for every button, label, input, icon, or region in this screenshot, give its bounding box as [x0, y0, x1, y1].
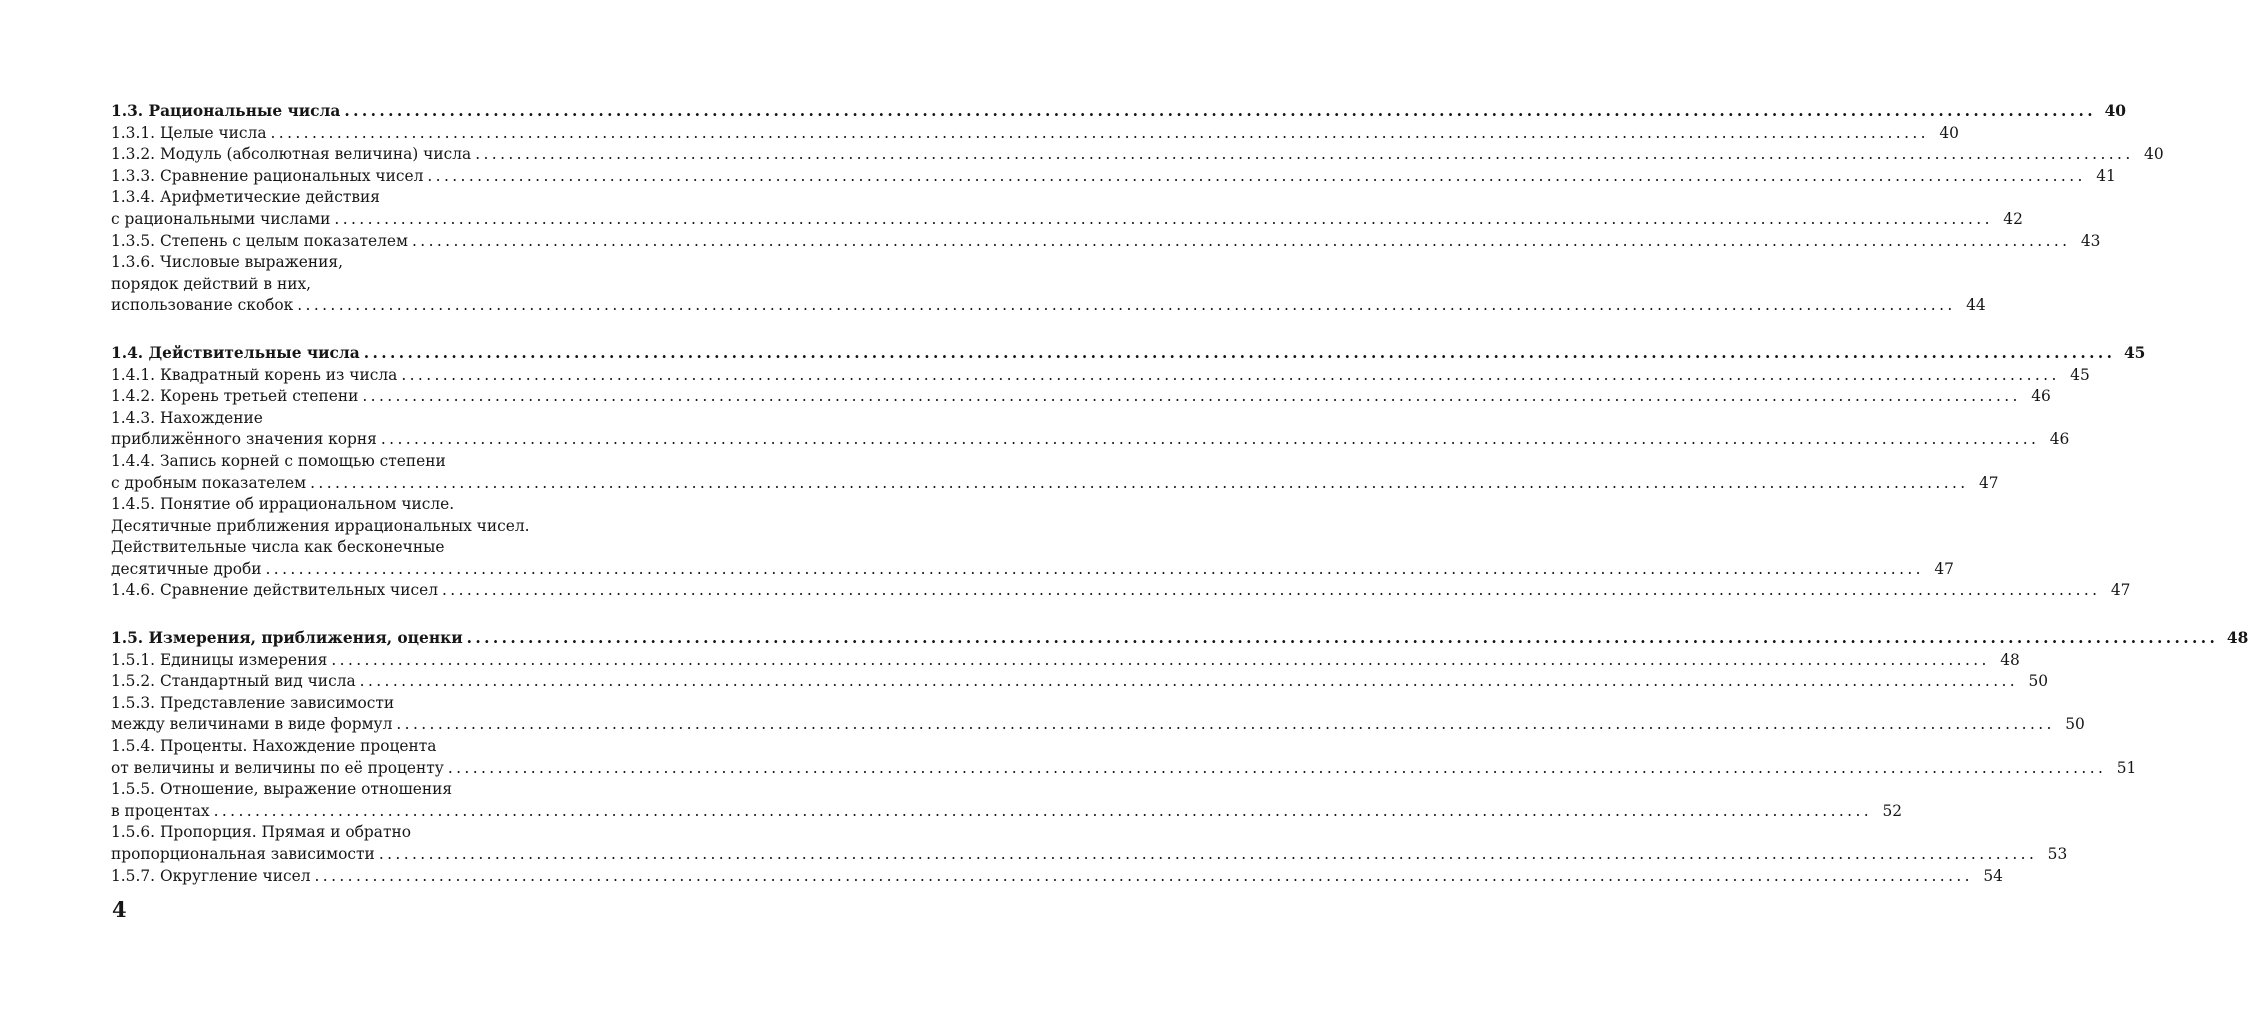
page-ref: 47	[1934, 559, 1954, 578]
toc-entry-line	[111, 844, 2068, 866]
toc-entry-line	[111, 494, 584, 516]
entry-text: от величины и величины по её проценту	[111, 758, 444, 777]
toc-entry-line	[111, 580, 2131, 602]
page-ref: 45	[2070, 365, 2090, 384]
dot-leader: ........................................................................................................................................................................................................	[363, 343, 2116, 362]
page-ref: 40	[1939, 123, 1959, 142]
section-heading-title: 1.5. Измерения, приближения, оценки	[111, 629, 463, 648]
dot-leader: ........................................................................................................................................................................................................	[475, 145, 2134, 164]
toc-entry-line	[111, 386, 2051, 408]
page-ref: 48	[2000, 650, 2020, 669]
section-heading	[111, 628, 2248, 650]
dot-leader: ........................................................................................................................................................................................................	[331, 650, 1990, 669]
page-ref: 50	[2028, 672, 2049, 691]
entry-text: порядок действий в них,	[111, 274, 312, 293]
entry-text: 1.4.4. Запись корней с помощью степени	[111, 451, 446, 470]
toc-entry-line	[111, 429, 2070, 451]
toc-section	[111, 628, 2248, 887]
entry-text: 1.5.4. Проценты. Нахождение процента	[111, 737, 437, 756]
dot-leader: ........................................................................................................................................................................................................	[344, 102, 2096, 120]
toc-entry-line	[111, 295, 1986, 317]
entry-text: приближённого значения корня	[111, 430, 377, 449]
entry-text: 1.5.7. Округление чисел	[111, 866, 311, 885]
toc-section	[111, 101, 2164, 317]
dot-leader: ........................................................................................................................................................................................................	[466, 629, 2219, 648]
toc-entry-line	[111, 252, 584, 274]
dot-leader: ........................................................................................................................................................................................................	[362, 387, 2021, 406]
entry-text: в процентах	[111, 801, 210, 820]
page-ref: 48	[2226, 629, 2248, 648]
entry-text: между величинами в виде формул	[111, 715, 393, 734]
entry-text: использование скобок	[111, 296, 294, 315]
entry-text: Действительные числа как бесконечные	[111, 538, 445, 557]
page-ref: 45	[2123, 343, 2146, 362]
toc-entry-line	[111, 537, 584, 559]
dot-leader: ........................................................................................................................................................................................................	[297, 296, 1956, 315]
page-ref: 42	[2003, 209, 2023, 228]
toc-entry-line	[111, 736, 584, 758]
page-ref: 46	[2049, 430, 2070, 449]
entry-text: 1.4.2. Корень третьей степени	[111, 387, 359, 406]
toc-section	[111, 343, 2146, 602]
entry-text: 1.3.4. Арифметические действия	[111, 188, 380, 207]
page-ref: 47	[2110, 581, 2131, 600]
toc-entry-line	[111, 822, 584, 844]
toc-entry-line	[111, 144, 2164, 166]
entry-text: 1.3.2. Модуль (абсолютная величина) числа	[111, 145, 472, 164]
toc-entry-line	[111, 801, 1903, 823]
dot-leader: ........................................................................................................................................................................................................	[270, 123, 1929, 142]
page-ref: 44	[1966, 296, 1986, 315]
toc-entry-line	[111, 408, 584, 430]
toc-entry-line	[111, 671, 2049, 693]
entry-text: с дробным показателем	[111, 473, 307, 492]
toc-entry-line	[111, 779, 584, 801]
dot-leader: ........................................................................................................................................................................................................	[310, 473, 1969, 492]
page-ref: 51	[2116, 758, 2137, 777]
dot-leader: ........................................................................................................................................................................................................	[378, 845, 2038, 863]
entry-text: 1.3.3. Сравнение рациональных чисел	[111, 166, 424, 185]
page-ref: 52	[1882, 801, 1903, 820]
entry-text: 1.5.3. Представление зависимости	[111, 693, 395, 712]
toc-entry-line	[111, 559, 1954, 581]
toc-entry-line	[111, 693, 584, 715]
entry-text: Десятичные приближения иррациональных чисел.	[111, 516, 530, 535]
page-ref: 54	[1983, 866, 2003, 885]
dot-leader: ........................................................................................................................................................................................................	[213, 801, 1873, 820]
page-ref: 40	[2104, 102, 2126, 120]
page-ref: 50	[2065, 715, 2085, 734]
toc-entry-line	[111, 473, 1999, 495]
toc-entry-line	[111, 187, 584, 209]
dot-leader: ........................................................................................................................................................................................................	[380, 430, 2040, 449]
dot-leader: ........................................................................................................................................................................................................	[401, 365, 2060, 384]
dot-leader: ........................................................................................................................................................................................................	[314, 866, 1973, 885]
dot-leader: ........................................................................................................................................................................................................	[447, 758, 2107, 777]
entry-text: 1.3.5. Степень с целым показателем	[111, 231, 409, 250]
entry-text: 1.5.1. Единицы измерения	[111, 650, 328, 669]
entry-text: 1.4.5. Понятие об иррациональном числе.	[111, 495, 455, 514]
page-ref: 43	[2080, 231, 2101, 250]
table-of-contents	[111, 101, 2248, 913]
toc-entry-line	[111, 650, 2020, 672]
toc-entry-line	[111, 231, 2101, 253]
toc-entry-line	[111, 451, 584, 473]
dot-leader: ........................................................................................................................................................................................................	[334, 209, 1993, 228]
toc-entry-line	[111, 516, 584, 538]
section-heading	[111, 343, 2146, 365]
dot-leader: ........................................................................................................................................................................................................	[359, 672, 2019, 691]
toc-entry-line	[111, 166, 2116, 188]
dot-leader: ........................................................................................................................................................................................................	[442, 581, 2101, 600]
entry-text: 1.5.5. Отношение, выражение отношения	[111, 780, 453, 799]
page-ref: 46	[2031, 387, 2051, 406]
section-heading-title: 1.4. Действительные числа	[111, 343, 360, 362]
entry-text: 1.5.2. Стандартный вид числа	[111, 672, 356, 691]
dot-leader: ........................................................................................................................................................................................................	[412, 231, 2071, 250]
entry-text: 1.3.1. Целые числа	[111, 123, 267, 142]
page-ref: 40	[2144, 145, 2164, 164]
toc-entry-line	[111, 123, 1959, 145]
toc-entry-line	[111, 209, 2023, 231]
entry-text: 1.4.1. Квадратный корень из числа	[111, 365, 398, 384]
toc-entry-line	[111, 365, 2090, 387]
entry-text: 1.4.3. Нахождение	[111, 408, 263, 427]
page-ref: 53	[2047, 845, 2068, 863]
section-heading-title: 1.3. Рациональные числа	[111, 102, 341, 120]
entry-text: 1.5.6. Пропорция. Прямая и обратно	[111, 823, 411, 842]
page-ref: 41	[2096, 166, 2116, 185]
entry-text: 1.4.6. Сравнение действительных чисел	[111, 581, 438, 600]
page-ref: 47	[1978, 473, 1999, 492]
section-heading	[111, 101, 2126, 123]
toc-entry-line	[111, 714, 2085, 736]
entry-text: 1.3.6. Числовые выражения,	[111, 253, 344, 272]
entry-text: десятичные дроби	[111, 559, 262, 578]
toc-entry-line	[111, 274, 584, 296]
dot-leader: ........................................................................................................................................................................................................	[396, 715, 2055, 734]
entry-text: с рациональными числами	[111, 209, 331, 228]
toc-entry-line	[111, 758, 2137, 780]
toc-entry-line	[111, 866, 2003, 888]
dot-leader: ........................................................................................................................................................................................................	[265, 559, 1924, 578]
page-number: 4	[112, 897, 127, 922]
dot-leader: ........................................................................................................................................................................................................	[427, 166, 2086, 185]
entry-text: пропорциональная зависимости	[111, 845, 375, 863]
